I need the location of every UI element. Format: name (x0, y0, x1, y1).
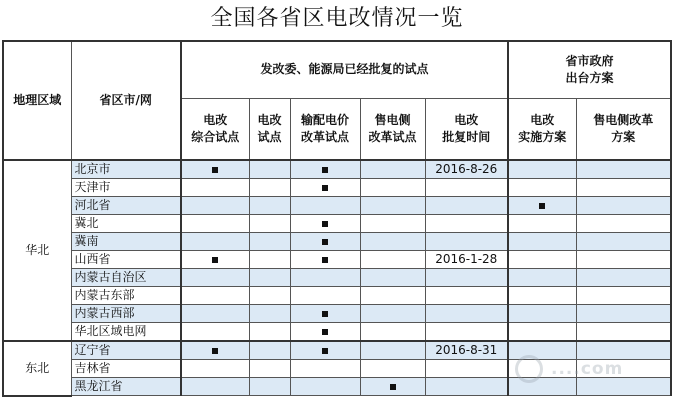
header-col-transmission: 输配电价 改革试点 (290, 98, 360, 160)
table-row (3, 323, 671, 342)
mark-cell (360, 287, 425, 305)
province-cell: 天津市 (71, 179, 181, 197)
mark-cell (249, 233, 290, 251)
checked-square-icon (212, 348, 218, 354)
header-col-retail-plan: 售电侧改革 方案 (576, 98, 671, 160)
mark-cell (360, 197, 425, 215)
table-row (3, 269, 671, 287)
gov-plan-cell (508, 179, 576, 197)
table-row (3, 287, 671, 305)
province-cell: 冀北 (71, 215, 181, 233)
province-cell: 冀南 (71, 233, 181, 251)
gov-plan-cell (508, 323, 576, 342)
gov-plan-cell (576, 160, 671, 179)
approval-date-cell (425, 287, 508, 305)
approval-date-cell (425, 269, 508, 287)
province-cell: 内蒙古东部 (71, 287, 181, 305)
checked-square-icon (539, 203, 545, 209)
mark-cell (360, 160, 425, 179)
mark-cell (181, 215, 249, 233)
gov-plan-cell (508, 305, 576, 323)
gov-plan-cell (576, 269, 671, 287)
approval-date-cell: 2016-1-28 (425, 251, 508, 269)
mark-cell (290, 197, 360, 215)
page-title: 全国各省区电改情况一览 (210, 6, 464, 31)
checked-square-icon (390, 384, 396, 390)
corner-text-fragment (570, 0, 666, 6)
mark-cell (181, 179, 249, 197)
province-cell: 华北区域电网 (71, 323, 181, 342)
table-row (3, 233, 671, 251)
gov-plan-cell (508, 233, 576, 251)
mark-cell (249, 323, 290, 342)
checked-square-icon (212, 257, 218, 263)
gov-plan-cell (508, 215, 576, 233)
mark-cell (181, 360, 249, 378)
gov-plan-cell (508, 160, 576, 179)
header-col-implementation: 电改 实施方案 (508, 98, 576, 160)
checked-square-icon (322, 239, 328, 245)
mark-cell (360, 378, 425, 396)
approval-date-cell: 2016-8-26 (425, 160, 508, 179)
mark-cell (360, 233, 425, 251)
checked-square-icon (322, 221, 328, 227)
mark-cell (181, 323, 249, 342)
header-gov-group: 省市政府 出台方案 (508, 41, 671, 98)
mark-cell (290, 251, 360, 269)
mark-cell (181, 197, 249, 215)
logo-circle-icon (515, 355, 543, 383)
header-approved-group: 发改委、能源局已经批复的试点 (181, 41, 508, 98)
province-cell: 北京市 (71, 160, 181, 179)
mark-cell (290, 269, 360, 287)
mark-cell (290, 341, 360, 360)
province-cell: 黑龙江省 (71, 378, 181, 396)
table-row (3, 179, 671, 197)
header-col-comprehensive: 电改 综合试点 (181, 98, 249, 160)
gov-plan-cell (508, 269, 576, 287)
table-row (3, 160, 671, 179)
approval-date-cell (425, 233, 508, 251)
header-province: 省区市/网 (71, 41, 181, 160)
checked-square-icon (322, 348, 328, 354)
mark-cell (360, 251, 425, 269)
mark-cell (249, 378, 290, 396)
table-row (3, 251, 671, 269)
gov-plan-cell (508, 251, 576, 269)
table-row (3, 197, 671, 215)
checked-square-icon (322, 167, 328, 173)
gov-plan-cell (508, 197, 576, 215)
approval-date-cell (425, 323, 508, 342)
mark-cell (290, 323, 360, 342)
province-cell: 吉林省 (71, 360, 181, 378)
mark-cell (249, 269, 290, 287)
gov-plan-cell (576, 215, 671, 233)
mark-cell (290, 287, 360, 305)
header-col-retail: 售电侧 改革试点 (360, 98, 425, 160)
table-row (3, 215, 671, 233)
gov-plan-cell (576, 305, 671, 323)
mark-cell (360, 179, 425, 197)
mark-cell (249, 215, 290, 233)
mark-cell (290, 179, 360, 197)
mark-cell (360, 323, 425, 342)
gov-plan-cell (576, 251, 671, 269)
gov-plan-cell (576, 323, 671, 342)
watermark (515, 355, 665, 385)
mark-cell (249, 360, 290, 378)
region-cell: 东北 (3, 341, 71, 396)
checked-square-icon (212, 167, 218, 173)
mark-cell (290, 305, 360, 323)
mark-cell (360, 360, 425, 378)
gov-plan-cell (576, 233, 671, 251)
mark-cell (181, 233, 249, 251)
approval-date-cell (425, 305, 508, 323)
reform-table (2, 40, 672, 397)
approval-date-cell (425, 360, 508, 378)
province-cell: 内蒙古西部 (71, 305, 181, 323)
header-col-pilot: 电改 试点 (249, 98, 290, 160)
mark-cell (360, 341, 425, 360)
province-cell: 内蒙古自治区 (71, 269, 181, 287)
mark-cell (360, 269, 425, 287)
mark-cell (249, 341, 290, 360)
mark-cell (249, 160, 290, 179)
province-cell: 山西省 (71, 251, 181, 269)
approval-date-cell (425, 215, 508, 233)
mark-cell (290, 360, 360, 378)
mark-cell (181, 251, 249, 269)
mark-cell (249, 305, 290, 323)
mark-cell (290, 160, 360, 179)
region-cell: 华北 (3, 160, 71, 341)
mark-cell (249, 179, 290, 197)
province-cell: 辽宁省 (71, 341, 181, 360)
mark-cell (290, 378, 360, 396)
mark-cell (360, 215, 425, 233)
mark-cell (181, 341, 249, 360)
gov-plan-cell (576, 287, 671, 305)
mark-cell (181, 305, 249, 323)
checked-square-icon (322, 329, 328, 335)
mark-cell (249, 287, 290, 305)
approval-date-cell (425, 179, 508, 197)
checked-square-icon (322, 185, 328, 191)
approval-date-cell: 2016-8-31 (425, 341, 508, 360)
table-row (3, 305, 671, 323)
province-cell: 河北省 (71, 197, 181, 215)
mark-cell (181, 269, 249, 287)
mark-cell (181, 160, 249, 179)
mark-cell (181, 287, 249, 305)
mark-cell (290, 233, 360, 251)
header-col-approval-date: 电改 批复时间 (425, 98, 508, 160)
checked-square-icon (322, 311, 328, 317)
mark-cell (360, 305, 425, 323)
mark-cell (249, 197, 290, 215)
gov-plan-cell (508, 287, 576, 305)
mark-cell (249, 251, 290, 269)
header-region: 地理区域 (3, 41, 71, 160)
gov-plan-cell (576, 179, 671, 197)
checked-square-icon (322, 257, 328, 263)
watermark-text: ....com (551, 359, 624, 379)
mark-cell (181, 378, 249, 396)
approval-date-cell (425, 378, 508, 396)
gov-plan-cell (576, 197, 671, 215)
approval-date-cell (425, 197, 508, 215)
mark-cell (290, 215, 360, 233)
